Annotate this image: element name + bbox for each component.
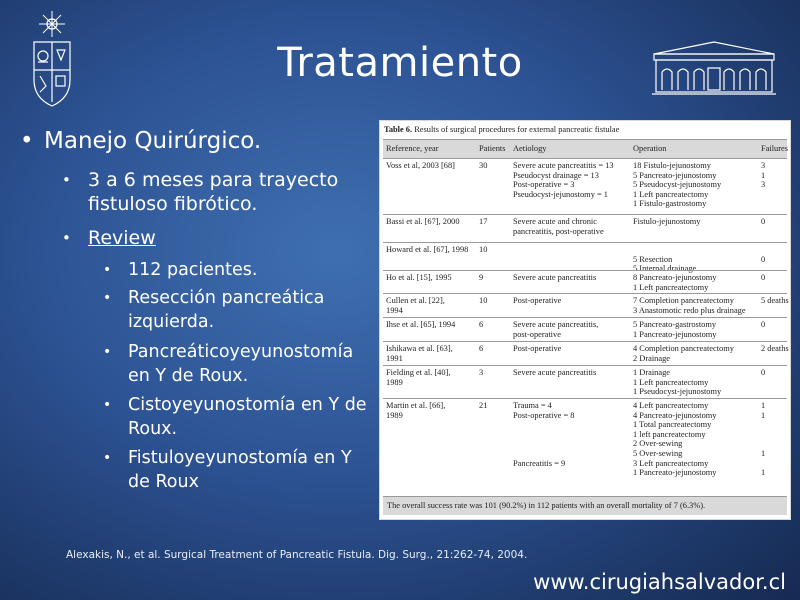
table-row [383, 270, 787, 293]
cell-line: 1 [761, 401, 766, 410]
bullet-list [0, 0, 380, 600]
table-cell [479, 344, 483, 354]
bullet-dot: • [62, 229, 71, 247]
cell-line: Post-operative [513, 296, 562, 305]
bullet-dot: • [103, 397, 112, 413]
table-cell [513, 320, 598, 339]
results-table-image [379, 120, 791, 520]
table-cell [479, 296, 487, 306]
table-row [383, 317, 787, 341]
bullet-dot: • [103, 262, 112, 278]
table-cell [513, 368, 596, 378]
cell-line: Severe acute pancreatitis [513, 368, 597, 377]
cell-line: Severe acute pancreatitis, [513, 320, 599, 329]
cell-line: 3 [479, 368, 484, 377]
cell-line: 1 Drainage [633, 368, 670, 377]
cell-line: 5 deaths [761, 296, 789, 305]
citation: Alexakis, N., et al. Surgical Treatment of Pancreatic Fistula. Dig. Surg., 21:262-74, 2004. [66, 549, 528, 561]
cell-line [761, 190, 765, 200]
bullet-dot: • [103, 344, 112, 360]
bullet-text: en Y de Roux. [128, 366, 249, 386]
slide-title: Tratamiento [277, 40, 523, 86]
bullet-text: de Roux [128, 472, 199, 492]
table-cell [633, 368, 721, 397]
bullet-level1 [20, 128, 261, 154]
bullet-dot: • [62, 171, 71, 189]
table-cell [386, 401, 445, 420]
cell-line: 9 [479, 273, 484, 282]
table-cell [386, 161, 455, 171]
bullet-text: izquierda. [128, 312, 215, 332]
cell-line: 1991 [386, 353, 403, 363]
cell-line: 5 Pseudocyst-jejunostomy [633, 180, 722, 190]
cell-line: 2 Drainage [633, 353, 670, 363]
cell-line: Pancreatitis = 9 [513, 458, 566, 468]
table-row [383, 214, 787, 242]
cell-line: 1 Pseudocyst-jejunostomy [633, 387, 722, 397]
cell-line: Cullen et al. [22], [386, 296, 445, 305]
cell-line: 1 [761, 468, 766, 478]
table-cell [761, 296, 789, 306]
cell-line: pancreatitis, post-operative [513, 226, 604, 236]
table-header-row [383, 139, 787, 158]
cell-line [513, 449, 574, 459]
cell-line: 1994 [386, 305, 403, 315]
bullet-text: fistuloso fibrótico. [88, 193, 258, 215]
cell-line: 0 [761, 368, 766, 377]
cell-line: 30 [479, 161, 488, 170]
table-row [383, 242, 787, 274]
table-cell [386, 217, 460, 227]
cell-line: Post-operative [513, 344, 562, 353]
cell-line: Pseudocyst drainage = 13 [513, 170, 599, 180]
cell-line: 1 Left pancreatectomy [633, 282, 709, 292]
bullet-level3 [103, 393, 373, 441]
cell-line: 21 [479, 401, 488, 410]
cell-line: 5 Pancreato-gastrostomy [633, 320, 717, 329]
bullet-text: Roux. [128, 419, 178, 439]
table-cell [386, 273, 452, 283]
bullet-level2 [62, 168, 368, 216]
cell-line: 2 Over-sewing [633, 439, 683, 449]
table-cell [479, 320, 483, 330]
cell-line: 17 [479, 217, 488, 226]
cell-line: 8 Pancreato-jejunostomy [633, 273, 717, 282]
cell-line: 1989 [386, 377, 403, 387]
table-row [383, 365, 787, 398]
table-footer [383, 496, 787, 515]
table-cell [761, 344, 789, 354]
cell-line [513, 430, 574, 440]
table-footer-text: The overall success rate was 101 (90.2%) in 112 patients with an overall mortality of 7 (6.3%). [387, 501, 706, 510]
bullet-dot: • [103, 290, 112, 306]
table-cell [479, 368, 483, 378]
cell-line: 4 Left pancreatectomy [633, 401, 709, 410]
table-cell [761, 401, 765, 478]
table-row [383, 293, 787, 317]
table-cell [386, 344, 453, 363]
cell-line: 0 [761, 254, 766, 264]
table-cell [761, 245, 765, 264]
cell-line [633, 245, 696, 255]
cell-line: Post-operative = 8 [513, 410, 575, 420]
cell-line: 6 [479, 344, 484, 353]
cell-line: 0 [761, 217, 766, 226]
cell-line: 5 Over-sewing [633, 448, 683, 458]
cell-line: 2 deaths [761, 344, 789, 353]
cell-line: Pseudocyst-jejunostomy = 1 [513, 189, 608, 199]
website-url: www.cirugiahsalvador.cl [533, 570, 786, 594]
table-cell [761, 161, 765, 209]
cell-line: 6 [479, 320, 484, 329]
cell-line: 5 Resection [633, 254, 673, 264]
table-cell [761, 273, 765, 283]
results-table [383, 139, 787, 490]
table-cell [633, 320, 717, 339]
table-cell [479, 245, 487, 255]
cell-line: 3 Anastomotic redo plus drainage [633, 305, 746, 315]
cell-line [513, 245, 515, 255]
cell-line: post-operative [513, 329, 561, 339]
cell-line: 1989 [386, 410, 403, 420]
cell-line: 3 [761, 161, 766, 170]
table-cell [513, 401, 574, 468]
table-cell [513, 344, 561, 354]
table-cell [513, 296, 561, 306]
cell-line: Severe acute pancreatitis = 13 [513, 161, 614, 170]
table-cell [633, 296, 746, 315]
table-cell [513, 217, 604, 236]
cell-line: Trauma = 4 [513, 401, 552, 410]
cell-line: 1 [761, 410, 766, 420]
bullet-dot: • [103, 450, 112, 466]
table-caption [384, 125, 619, 134]
table-row [383, 158, 787, 214]
cell-line [761, 459, 765, 469]
table-cell [386, 245, 468, 255]
cell-line: 1 Left pancreatectomy [633, 189, 709, 199]
bullet-text: Pancreáticoyeyunostomía [128, 342, 354, 362]
cell-line [513, 439, 574, 449]
cell-line: 1 Left pancreatectomy [633, 377, 709, 387]
cell-line: Bassi et al. [67], 2000 [386, 217, 460, 226]
table-cell [633, 401, 717, 478]
cell-line: 1 left pancreatectomy [633, 429, 706, 439]
cell-line: Ishikawa et al. [63], [386, 344, 453, 353]
table-cell [761, 217, 765, 227]
cell-line: Voss et al, 2003 [68] [386, 161, 455, 170]
header-cell: Reference, year [386, 144, 439, 153]
bullet-text: Resección pancreática [128, 288, 325, 308]
cell-line: 1 [761, 170, 766, 180]
table-cell [761, 320, 765, 330]
bullet-level3 [103, 286, 373, 334]
table-cell [633, 273, 717, 292]
table-cell [513, 273, 596, 283]
table-caption-text: Results of surgical procedures for external pancreatic fistulae [414, 125, 620, 134]
cell-line: 1 Pancreato-jejunostomy [633, 329, 717, 339]
bullet-level3 [103, 258, 373, 282]
cell-line: Ihse et al. [65], 1994 [386, 320, 456, 329]
table-cell [479, 401, 487, 411]
cell-line [761, 245, 765, 255]
bullet-text: 3 a 6 meses para trayecto [88, 169, 339, 191]
bullet-text: Cistoyeyunostomía en Y de [128, 395, 367, 415]
cell-line: 4 Completion pancreatectomy [633, 344, 734, 353]
bullet-level3 [103, 340, 373, 388]
cell-line: 4 Pancreato-jejunostomy [633, 410, 717, 420]
table-cell [513, 161, 614, 199]
bullet-level2 [62, 226, 368, 250]
cell-line: Martin et al. [66], [386, 401, 446, 410]
header-cell: Failures [761, 144, 788, 153]
cell-line: 5 Internal drainage [633, 264, 697, 274]
table-cell [633, 161, 721, 209]
cell-line: 10 [479, 245, 488, 254]
table-cell [386, 320, 455, 330]
cell-line: Fistulo-jejunostomy [633, 217, 701, 226]
table-caption-label: Table 6. [384, 125, 413, 134]
cell-line: 10 [479, 296, 488, 305]
cell-line: 3 Left pancreatectomy [633, 458, 709, 468]
header-cell: Patients [479, 144, 506, 153]
review-link[interactable]: Review [88, 227, 156, 249]
cell-line: Severe acute pancreatitis [513, 273, 597, 282]
bullet-text: Fistuloyeyunostomía en Y [128, 448, 352, 468]
table-cell [761, 368, 765, 378]
table-cell [633, 217, 700, 227]
cell-line: 3 [761, 180, 766, 190]
table-row [383, 341, 787, 365]
header-cell: Operation [633, 144, 667, 153]
table-cell [479, 273, 483, 283]
cell-line: Fielding et al. [40], [386, 368, 451, 377]
cell-line [513, 420, 574, 430]
table-cell [479, 217, 487, 227]
cell-line: Ho et al. [15], 1995 [386, 273, 452, 282]
cell-line: 0 [761, 273, 766, 282]
cell-line: 1 Pancreato-jejunostomy [633, 468, 717, 478]
table-row [383, 398, 787, 490]
cell-line [761, 430, 765, 440]
cell-line: Severe acute and chronic [513, 217, 597, 226]
bullet-dot: • [20, 128, 34, 154]
table-cell [386, 368, 450, 387]
cell-line: 5 Pancreato-jejunostomy [633, 170, 717, 180]
cell-line: 1 Fistulo-gastrostomy [633, 199, 707, 209]
table-cell [513, 245, 515, 255]
cell-line: 1 Total pancreatectomy [633, 420, 712, 430]
cell-line [761, 199, 765, 209]
cell-line [761, 439, 765, 449]
header-cell: Aetiology [513, 144, 547, 153]
table-cell [386, 296, 445, 315]
cell-line: 18 Fistulo-jejunostomy [633, 161, 711, 170]
cell-line: Howard et al. [67], 1998 [386, 245, 469, 254]
cell-line: 0 [761, 320, 766, 329]
cell-line [761, 420, 765, 430]
cell-line: Post-operative = 3 [513, 180, 575, 190]
table-cell [479, 161, 487, 171]
cell-line: 7 Completion pancreatectomy [633, 296, 734, 305]
cell-line: 1 [761, 448, 766, 458]
bullet-text: 112 pacientes. [128, 260, 258, 280]
table-cell [633, 344, 734, 363]
bullet-level3 [103, 446, 373, 494]
bullet-text: Manejo Quirúrgico. [44, 128, 262, 154]
